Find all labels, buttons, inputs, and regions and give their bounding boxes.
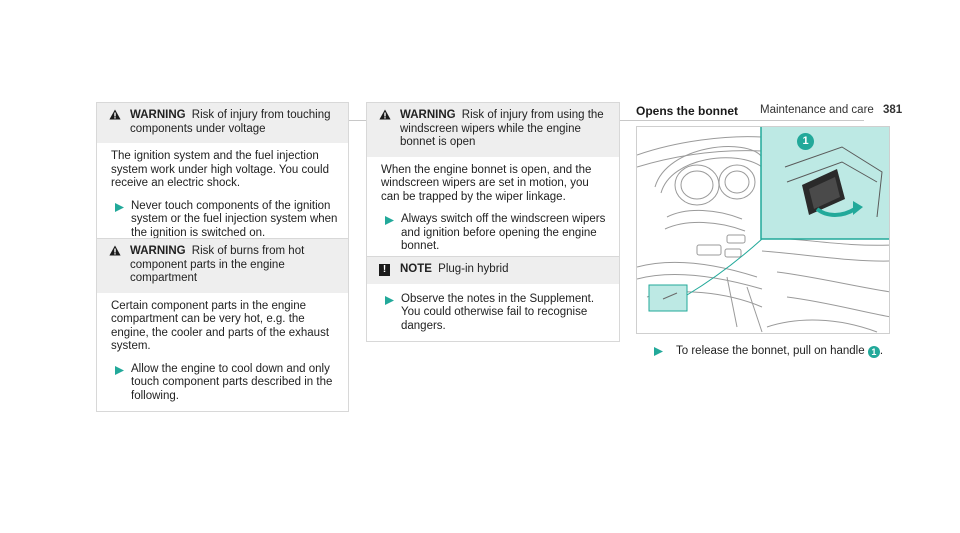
warning-label: WARNING — [400, 109, 456, 121]
warning-title: Risk of burns from hot component parts in the engine compartment — [130, 245, 305, 284]
arrow-right-icon — [115, 366, 124, 380]
arrow-right-icon — [115, 203, 124, 217]
warning-box-wipers — [366, 102, 620, 263]
note-box-hybrid — [366, 256, 620, 342]
arrow-right-icon — [385, 296, 394, 310]
warning-body: When the engine bonnet is open, and the windscreen wipers are set in motion, you can be trapped by the wiper linkage. — [381, 163, 592, 203]
figure-callout-marker: 1 — [797, 133, 814, 150]
warning-bullet — [367, 208, 619, 262]
warning-icon — [109, 245, 121, 261]
section-title: Opens the bonnet — [636, 104, 738, 118]
note-header — [367, 257, 619, 284]
note-icon: ! — [379, 264, 390, 276]
warning-header — [97, 103, 348, 143]
warning-label: WARNING — [130, 109, 186, 121]
warning-header — [367, 103, 619, 157]
warning-bullet-text: Always switch off the windscreen wipers and ignition before opening the engine bonnet. — [401, 213, 606, 252]
note-label: NOTE — [400, 263, 432, 275]
warning-bullet-text: Never touch components of the ignition system or the fuel injection system when the ignition is switched on. — [131, 199, 338, 239]
warning-body: The ignition system and the fuel injection system work under high voltage. You could receive an electric shock. — [111, 150, 329, 189]
warning-body: Certain component parts in the engine compartment can be very hot, e.g. the engine, the cooler and parts of the exhaust system. — [111, 299, 330, 352]
note-title: Plug-in hybrid — [438, 263, 509, 275]
arrow-right-icon — [654, 346, 663, 360]
note-bullet — [367, 284, 619, 342]
page-header — [760, 104, 902, 116]
warning-icon — [109, 109, 121, 125]
warning-bullet-text: Allow the engine to cool down and only touch component parts described in the following. — [131, 362, 333, 402]
warning-header — [97, 239, 348, 293]
header-section: Maintenance and care — [760, 104, 874, 116]
warning-box-ignition — [96, 102, 349, 249]
note-bullet-text: Observe the notes in the Supplement. You could otherwise fail to recognise dangers. — [401, 292, 595, 332]
arrow-right-icon — [385, 216, 394, 230]
bonnet-release-figure — [636, 126, 890, 334]
warning-box-burns — [96, 238, 349, 412]
warning-title: Risk of injury from using the windscreen wipers while the engine bonnet is open — [400, 109, 604, 148]
warning-bullet — [97, 358, 348, 412]
warning-title: Risk of injury from touching components under voltage — [130, 109, 331, 135]
warning-label: WARNING — [130, 245, 186, 257]
instruction-end: . — [879, 345, 884, 357]
page-number: 381 — [883, 104, 903, 116]
dashboard-illustration — [637, 127, 890, 334]
instruction-text: To release the bonnet, pull on handle — [676, 345, 865, 357]
handle-reference-marker: 1 — [868, 346, 880, 358]
instruction-step — [654, 344, 883, 358]
warning-icon — [379, 109, 391, 125]
